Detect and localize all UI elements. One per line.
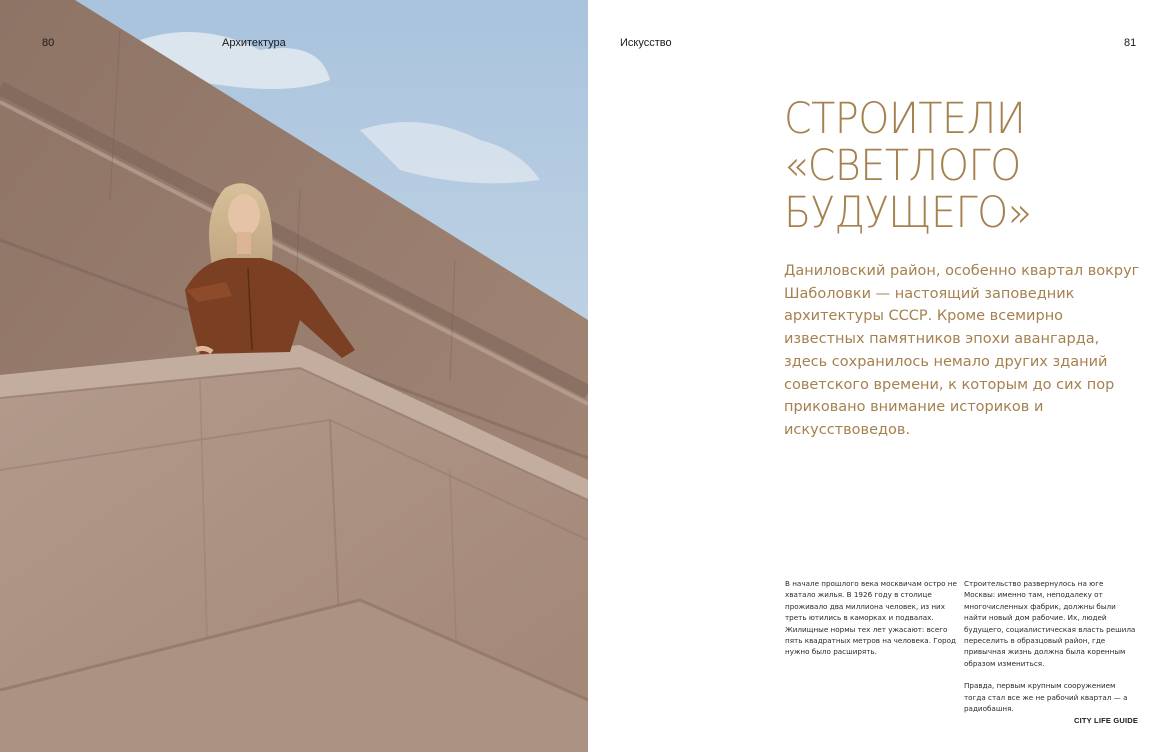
body-paragraph: В начале прошлого века москвичам остро не хватало жилья. В 1926 году в столице проживало два миллиона человек, из них треть ютились в каморках и подвалах. Жилищные нормы тех лет ужасают: всего пять квадратных метров на человека. Город нужно было расширять. bbox=[785, 579, 957, 657]
headline-line: СТРОИТЕЛИ bbox=[784, 94, 1026, 144]
headline-line: «СВЕТЛОГО bbox=[784, 141, 1021, 191]
body-column-2 bbox=[964, 578, 1139, 725]
section-title-right: Искусство bbox=[620, 37, 672, 49]
page-number-right: 81 bbox=[1124, 37, 1137, 49]
headline-line: БУДУЩЕГО» bbox=[784, 188, 1032, 238]
page-number-left: 80 bbox=[42, 37, 55, 49]
body-column-1 bbox=[785, 578, 957, 669]
body-paragraph: Правда, первым крупным сооружением тогда стал все же не рабочий квартал — а радиобашня. bbox=[964, 681, 1128, 714]
right-page bbox=[588, 0, 1174, 752]
article-headline bbox=[784, 96, 1124, 237]
article-lead: Даниловский район, особенно квартал вокруг Шаболовки — настоящий заповедник архитектуры СССР. Кроме всемирно известных памятников эпохи авангарда, здесь сохранилось немало других зданий советского времени, к которым до сих пор приковано внимание историков и искусствоведов. bbox=[784, 263, 1140, 438]
section-title-left: Архитектура bbox=[222, 37, 286, 49]
magazine-brand: CITY LIFE GUIDE bbox=[1074, 716, 1139, 725]
body-paragraph: Строительство развернулось на юге Москвы: именно там, неподалеку от многочисленных фабрик, должны были найти новый дом рабочие. Их, людей будущего, социалистическая власть решила переселить в образцовый район, где привычная жизнь должна была коренным образом измениться. bbox=[964, 579, 1136, 668]
